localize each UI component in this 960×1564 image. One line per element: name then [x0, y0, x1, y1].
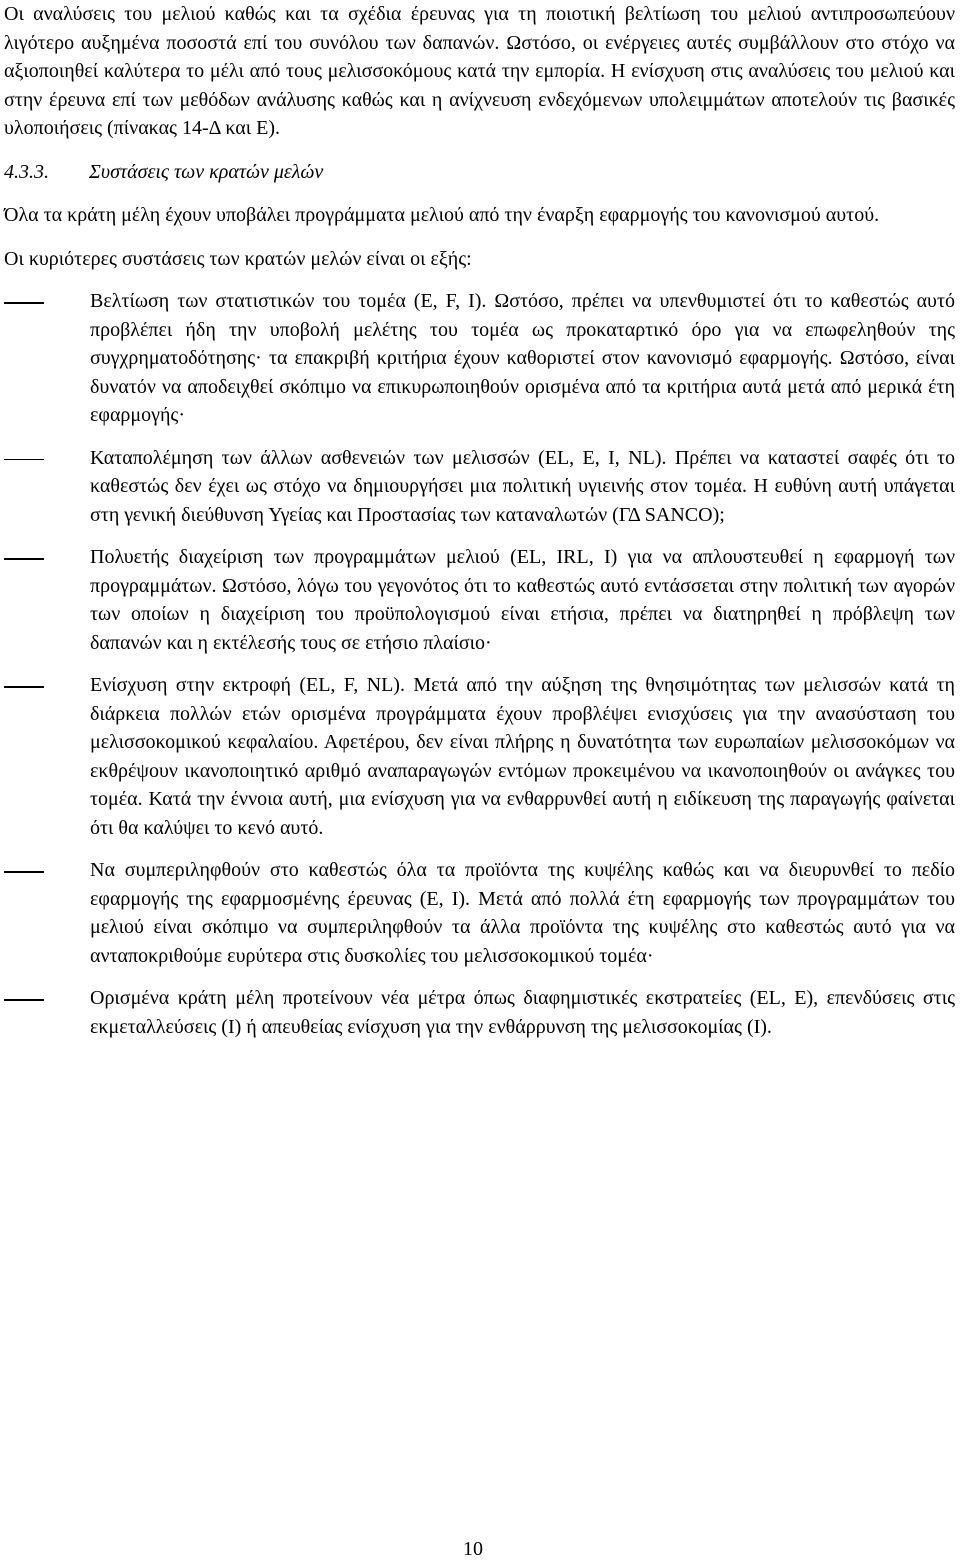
list-item-text: Ορισμένα κράτη μέλη προτείνουν νέα μέτρα όπως διαφημιστικές εκστρατείες (EL, E), επενδύσεις στις εκμεταλλεύσεις (I) ή απευθείας ενίσχυση για την ενθάρρυνση της μελισσοκομίας (I). — [90, 987, 955, 1038]
list-item — [4, 671, 955, 842]
list-item — [4, 287, 955, 430]
recommendations-lead: Οι κυριότερες συστάσεις των κρατών μελών είναι οι εξής: — [4, 247, 472, 270]
list-item — [4, 543, 955, 657]
section-heading — [4, 158, 955, 187]
list-item-text: Βελτίωση των στατιστικών του τομέα (E, F, I). Ωστόσο, πρέπει να υπενθυμιστεί ότι το καθεστώς αυτό προβλέπει ήδη την υποβολή μελέτης του τομέα ως προκαταρτικό όρο για να επωφεληθούν της συγχρηματοδότησης· τα επακριβή κριτήρια έχουν καθοριστεί στον κανονισμό εφαρμογής. Ωστόσο, είναι δυνατόν να αποδειχθεί σκόπιμο να επικυρωποιηθούν ορισμένα από τα κριτήρια αυτά μετά από μερικά έτη εφαρμογής· — [90, 290, 955, 426]
list-item-text: Ενίσχυση στην εκτροφή (EL, F, NL). Μετά από την αύξηση της θνησιμότητας των μελισσών κατά τη διάρκεια πολλών ετών ορισμένα προγράμματα έχουν προβλέψει ενισχύσεις για την ανασύσταση του μελισσοκομικού κεφαλαίου. Αφετέρου, δεν είναι πλήρης η δυνατότητα των ευρωπαίων μελισσοκόμων να εκθρέψουν ικανοποιητικό αριθμό αναπαραγωγών εντόμων προκειμένου να ικανοποιηθούν οι ανάγκες του τομέα. Κατά την έννοια αυτή, μια ενίσχυση για να ενθαρρυνθεί αυτή η ειδίκευση της παραγωγής φαίνεται ότι θα καλύψει το κενό αυτό. — [90, 674, 955, 839]
programmes-paragraph: Όλα τα κράτη μέλη έχουν υποβάλει προγράμματα μελιού από την έναρξη εφαρμογής του κανονισμού αυτού. — [4, 204, 880, 226]
list-item-text: Να συμπεριληφθούν στο καθεστώς όλα τα προϊόντα της κυψέλης καθώς και να διευρυνθεί το πεδίο εφαρμογής της εφαρμοσμένης έρευνας (E, I). Μετά από πολλά έτη εφαρμογής των προγραμμάτων του μελιού είναι σκόπιμο να συμπεριληφθούν τα άλλα προϊόντα της κυψέλης στο καθεστώς αυτό για να ανταποκριθούμε ευρύτερα στις δυσκολίες του μελισσοκομικού τομέα· — [90, 859, 955, 967]
list-item-text: Πολυετής διαχείριση των προγραμμάτων μελιού (EL, IRL, I) για να απλουστευθεί η εφαρμογή των προγραμμάτων. Ωστόσο, λόγω του γεγονότος ότι το καθεστώς αυτό εντάσσεται στην πολιτική των αγορών των οποίων η διαχείριση του προϋπολογισμού είναι ετήσια, πρέπει να διατηρηθεί η πρόβλεψη των δαπανών και η εκτέλεσής τους σε ετήσιο πλαίσιο· — [90, 546, 955, 654]
section-number: 4.3.3. — [4, 160, 49, 183]
list-item — [4, 856, 955, 970]
list-item-text: Καταπολέμηση των άλλων ασθενειών των μελισσών (EL, E, I, NL). Πρέπει να καταστεί σαφές ότι το καθεστώς δεν έχει ως στόχο να δημιουργήσει μια πολιτική υγιεινής στον τομέα. Η ευθύνη αυτή υπάγεται στη γενική διεύθυνση Υγείας και Προστασίας των καταναλωτών (ΓΔ SANCO); — [90, 446, 955, 526]
list-item — [4, 444, 955, 530]
intro-paragraph: Οι αναλύσεις του μελιού καθώς και τα σχέδια έρευνας για τη ποιοτική βελτίωση του μελιού αντιπροσωπεύουν λιγότερο αυξημένα ποσοστά επί του συνόλου των δαπανών. Ωστόσο, οι ενέργειες αυτές συμβάλλουν στο στόχο να αξιοποιηθεί καλύτερα το μέλι από τους μελισσοκόμους κατά την εμπορία. Η ενίσχυση στις αναλύσεις του μελιού και στην έρευνα επί των μεθόδων ανάλυσης καθώς και η ανίχνευση ενδεχόμενων υπολειμμάτων αποτελούν τις βασικές υλοποιήσεις (πίνακας 14-Δ και Ε). — [4, 3, 955, 139]
section-title: Συστάσεις των κρατών μελών — [89, 160, 324, 183]
list-item — [4, 984, 955, 1041]
document-page — [4, 0, 955, 1055]
recommendations-list — [4, 287, 955, 1041]
page-number: 10 — [463, 1538, 483, 1560]
